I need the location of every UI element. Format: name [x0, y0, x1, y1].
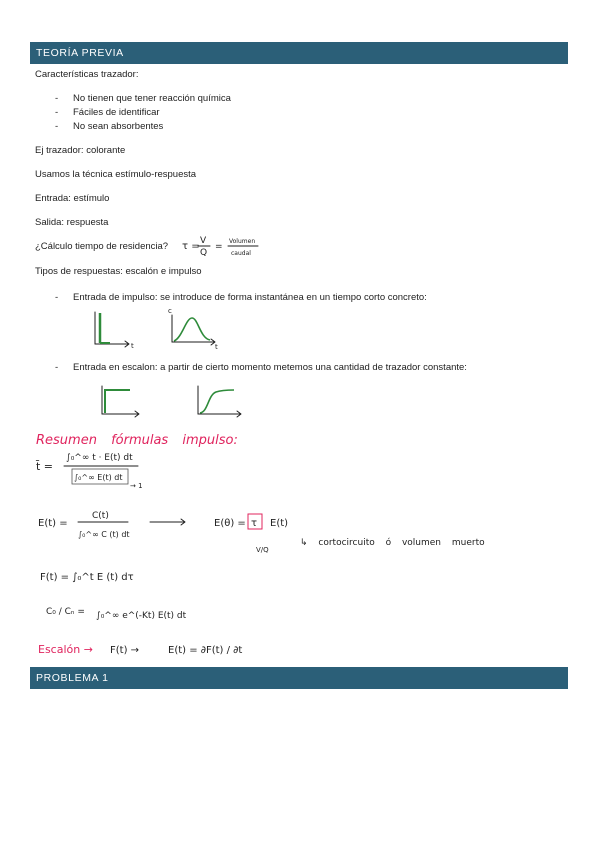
escalon-label: Escalón → — [38, 643, 93, 656]
tau-symbol: τ = — [182, 241, 200, 252]
escalon-text: Entrada en escalon: a partir de cierto momento metemos una cantidad de trazador constante: — [73, 362, 467, 373]
c-axis-label: c — [168, 307, 172, 315]
impulse-response-graph — [168, 307, 218, 351]
t-bar-label: t̄ = — [36, 460, 54, 473]
caracteristicas-heading: Características trazador: — [35, 69, 139, 80]
v-symbol: V — [200, 236, 207, 246]
cortocircuito-note: ↳ cortocircuito ó volumen muerto — [300, 538, 485, 548]
list-item: - No sean absorbentes — [55, 121, 164, 132]
tecnica-line: Usamos la técnica estímulo-respuesta — [35, 169, 197, 180]
tipos-line: Tipos de respuestas: escalón e impulso — [35, 266, 202, 277]
equals-symbol: = — [215, 242, 223, 252]
list-item-text: Fáciles de identificar — [73, 107, 160, 118]
tau-in-box: τ — [251, 518, 258, 529]
response-curve — [174, 318, 210, 341]
escalon-item: - Entrada en escalon: a partir de cierto momento metemos una cantidad de trazador constante: — [55, 362, 467, 373]
list-item: - Fáciles de identificar — [55, 107, 160, 118]
f-t-formula: F(t) = ∫₀^t E (t) dτ — [40, 572, 134, 583]
step-line — [105, 390, 130, 413]
e-derivative: E(t) = ∂F(t) / ∂t — [168, 645, 243, 656]
f-t-arrow: F(t) → — [110, 645, 140, 656]
c-ratio: C₀ / Cₙ = — [46, 607, 85, 617]
list-item: - No tienen que tener reacción química — [55, 93, 231, 104]
arrow-one: → 1 — [130, 482, 143, 490]
impulso-text: Entrada de impulso: se introduce de forma instantánea en un tiempo corto concreto: — [73, 292, 427, 303]
list-item-text: No sean absorbentes — [73, 121, 164, 132]
step-response-graph — [198, 386, 241, 417]
q-symbol: Q — [200, 248, 208, 258]
resumen-heading: Resumen fórmulas impulso: — [36, 433, 238, 448]
e-t-label: E(t) = — [38, 518, 68, 529]
section-header-teoria: TEORÍA PREVIA — [30, 42, 568, 64]
step-response-curve — [200, 390, 234, 413]
e-numerator: C(t) — [92, 511, 109, 521]
implies-arrow — [150, 519, 185, 525]
volumen-word: Volumen — [229, 238, 256, 245]
list-item-text: No tienen que tener reacción química — [73, 93, 231, 104]
t-axis-label: t — [131, 342, 134, 350]
t-axis-label: t — [215, 343, 218, 351]
impulso-item: - Entrada de impulso: se introduce de forma instantánea en un tiempo corto concreto: — [55, 292, 427, 303]
impulse-input-graph — [95, 312, 134, 350]
t-denominator: ∫₀^∞ E(t) dt — [74, 473, 123, 482]
calculo-line: ¿Cálculo tiempo de residencia? — [35, 241, 169, 252]
entrada-line: Entrada: estímulo — [35, 193, 110, 204]
salida-line: Salida: respuesta — [35, 217, 109, 228]
section-header-problema: PROBLEMA 1 — [30, 667, 568, 689]
e-t2-label: E(t) — [270, 518, 289, 529]
ej-trazador-line: Ej trazador: colorante — [35, 145, 126, 156]
e-denominator: ∫₀^∞ C (t) dt — [78, 530, 130, 539]
e-theta-label: E(θ) = — [214, 518, 246, 529]
t-numerator: ∫₀^∞ t · E(t) dt — [66, 453, 133, 463]
caudal-word: caudal — [231, 250, 251, 257]
exp-integral: ∫₀^∞ e^(-Kt) E(t) dt — [96, 611, 187, 621]
step-input-graph — [102, 386, 139, 417]
v-over-q: V/Q — [256, 546, 269, 554]
